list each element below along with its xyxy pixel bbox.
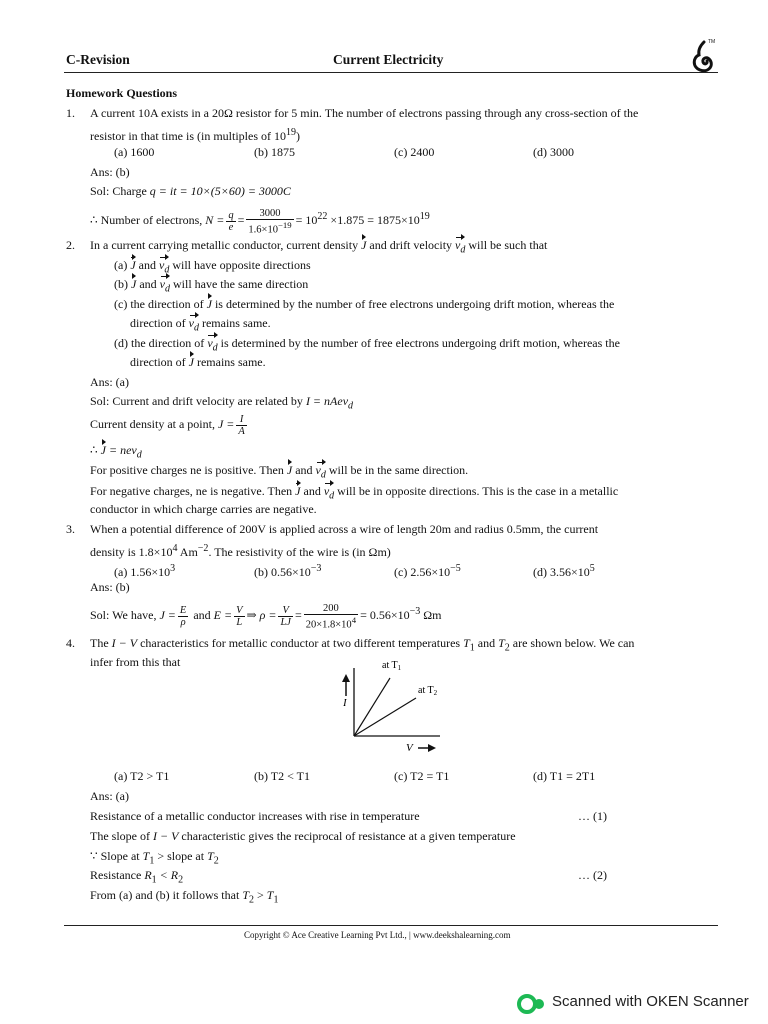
q4-answer: Ans: (a) <box>90 789 129 803</box>
q3-line1: When a potential difference of 200V is applied across a wire of length 20m and radius 0.5mm, the current <box>90 522 599 536</box>
q1-option-a: (a) 1600 <box>114 145 155 159</box>
line-t2 <box>354 698 416 736</box>
q2-number: 2. <box>66 238 75 252</box>
q3-option-a: (a) $1.56\times 10^3$ <box>114 563 176 579</box>
q4-solution-3: ∵ Slope at $T_1$ > slope at $T_2$ <box>90 849 219 867</box>
q3-option-b: (b) $0.56\times 10^{-3}$ <box>254 563 322 579</box>
tm-mark: TM <box>708 39 716 45</box>
footer-copyright: Copyright © Ace Creative Learning Pvt Ltd., | www.deekshalearning.com <box>244 930 511 940</box>
q4-solution-4: Resistance $R_1 < R_2$ <box>90 868 184 886</box>
q4-solution-4-tag: … (2) <box>578 868 607 882</box>
q4-option-c: (c) T2 = T1 <box>394 769 450 783</box>
q4-line2: infer from this that <box>90 655 181 669</box>
q2-option-b: (b) J and $v_d$ will have the same direction <box>114 277 309 295</box>
q4-solution-1: Resistance of a metallic conductor increases with rise in temperature <box>90 809 420 823</box>
scanner-watermark-text: Scanned with OKEN Scanner <box>552 993 749 1010</box>
q4-option-a: (a) T2 > T1 <box>114 769 170 783</box>
q1-option-d: (d) 3000 <box>533 145 574 159</box>
x-axis-label: V <box>406 742 413 754</box>
q1-option-c: (c) 2400 <box>394 145 435 159</box>
y-axis-label: I <box>343 697 347 709</box>
q4-option-d: (d) T1 = 2T1 <box>533 769 596 783</box>
q2-option-d-line2: direction of J remains same. <box>130 355 266 369</box>
q4-line1: The I − V characteristics for metallic conductor at two different temperatures $T_1$ and $T_2$ are shown below. We can <box>90 636 635 654</box>
q3-option-d: (d) $3.56\times 10^5$ <box>533 563 595 579</box>
q1-answer: Ans: (b) <box>90 165 130 179</box>
q3-solution: Sol: We have, J = $\frac{E}{\rho}$ and E = $\frac{V}{L}$ ⇒ ρ = $\frac{V}{LJ}$ = $\frac{200}{20\times 1.8\times 10^4}$ = $0.56\times 10^{-3}$ Ωm <box>90 602 442 630</box>
q2-solution-1: Sol: Current and drift velocity are related by I = nAev$_d$ <box>90 394 354 412</box>
q4-solution-1-tag: … (1) <box>578 809 607 823</box>
q1-line2: resistor in that time is (in multiples of $10^{19}$) <box>90 127 300 143</box>
x-arrowhead-icon <box>428 744 436 752</box>
iv-characteristics-graph <box>330 654 450 754</box>
q2-positive-charges: For positive charges ne is positive. Then J and $v_d$ will be in the same direction. <box>90 463 469 481</box>
q1-solution-2: ∴ Number of electrons, N = $\frac{q}{e}$ = $\frac{3000}{1.6\times 10^{-19}}$ = $10^{22} \times 1.875 = 1875\times 10^{19}$ <box>90 207 430 235</box>
q4-option-b: (b) T2 < T1 <box>254 769 310 783</box>
section-title: Homework Questions <box>66 86 177 100</box>
q3-answer: Ans: (b) <box>90 580 130 594</box>
label-t1: at $T_1$ <box>382 660 402 672</box>
q4-number: 4. <box>66 636 75 650</box>
q1-line1: A current 10A exists in a 20Ω resistor for 5 min. The number of electrons passing through any cross-section of the <box>90 106 639 120</box>
q1-solution-1: Sol: Charge q = it = 10×(5×60) = 3000C <box>90 184 291 198</box>
y-arrowhead-icon <box>342 674 350 682</box>
label-t2: at $T_2$ <box>418 685 438 697</box>
q2-option-c-line2: direction of $v_d$ remains same. <box>130 316 271 334</box>
q2-current-density: Current density at a point, J = $\frac{I}{A}$ <box>90 413 245 437</box>
q2-j-equation: ∴ J = nev$_d$ <box>90 443 142 461</box>
q4-solution-2: The slope of I − V characteristic gives the reciprocal of resistance at a given temperature <box>90 829 516 843</box>
q3-number: 3. <box>66 522 75 536</box>
q1-number: 1. <box>66 106 75 120</box>
q3-option-c: (c) $2.56\times 10^{-5}$ <box>394 563 461 579</box>
q2-negative-charges-1: For negative charges, ne is negative. Then J and $v_d$ will be in opposite directions. This is the case in a metallic <box>90 484 619 502</box>
q2-option-a: (a) J and $v_d$ will have opposite directions <box>114 258 311 276</box>
swirl-logo-icon <box>690 36 720 76</box>
header-left: C-Revision <box>66 52 130 67</box>
header-rule <box>64 72 718 73</box>
footer-rule <box>64 925 718 926</box>
q1-option-b: (b) 1875 <box>254 145 295 159</box>
q4-solution-5: From (a) and (b) it follows that $T_2 > T_1$ <box>90 888 279 906</box>
header-title: Current Electricity <box>333 52 444 67</box>
q2-stem: In a current carrying metallic conductor, current density J and drift velocity $v_d$ will be such that <box>90 238 548 256</box>
q2-option-d-line1: (d) the direction of $v_d$ is determined by the number of free electrons undergoing drift motion, whereas the <box>114 336 620 354</box>
line-t1 <box>354 678 390 736</box>
q3-line2: density is $1.8\times 10^4$ $Am^{-2}$. The resistivity of the wire is (in Ωm) <box>90 543 391 559</box>
q2-answer: Ans: (a) <box>90 375 129 389</box>
q2-negative-charges-2: conductor in which charge carries are negative. <box>90 502 317 516</box>
q2-option-c-line1: (c) the direction of J is determined by the number of free electrons undergoing drift motion, whereas the <box>114 297 615 311</box>
oken-scanner-logo-icon <box>517 992 545 1016</box>
